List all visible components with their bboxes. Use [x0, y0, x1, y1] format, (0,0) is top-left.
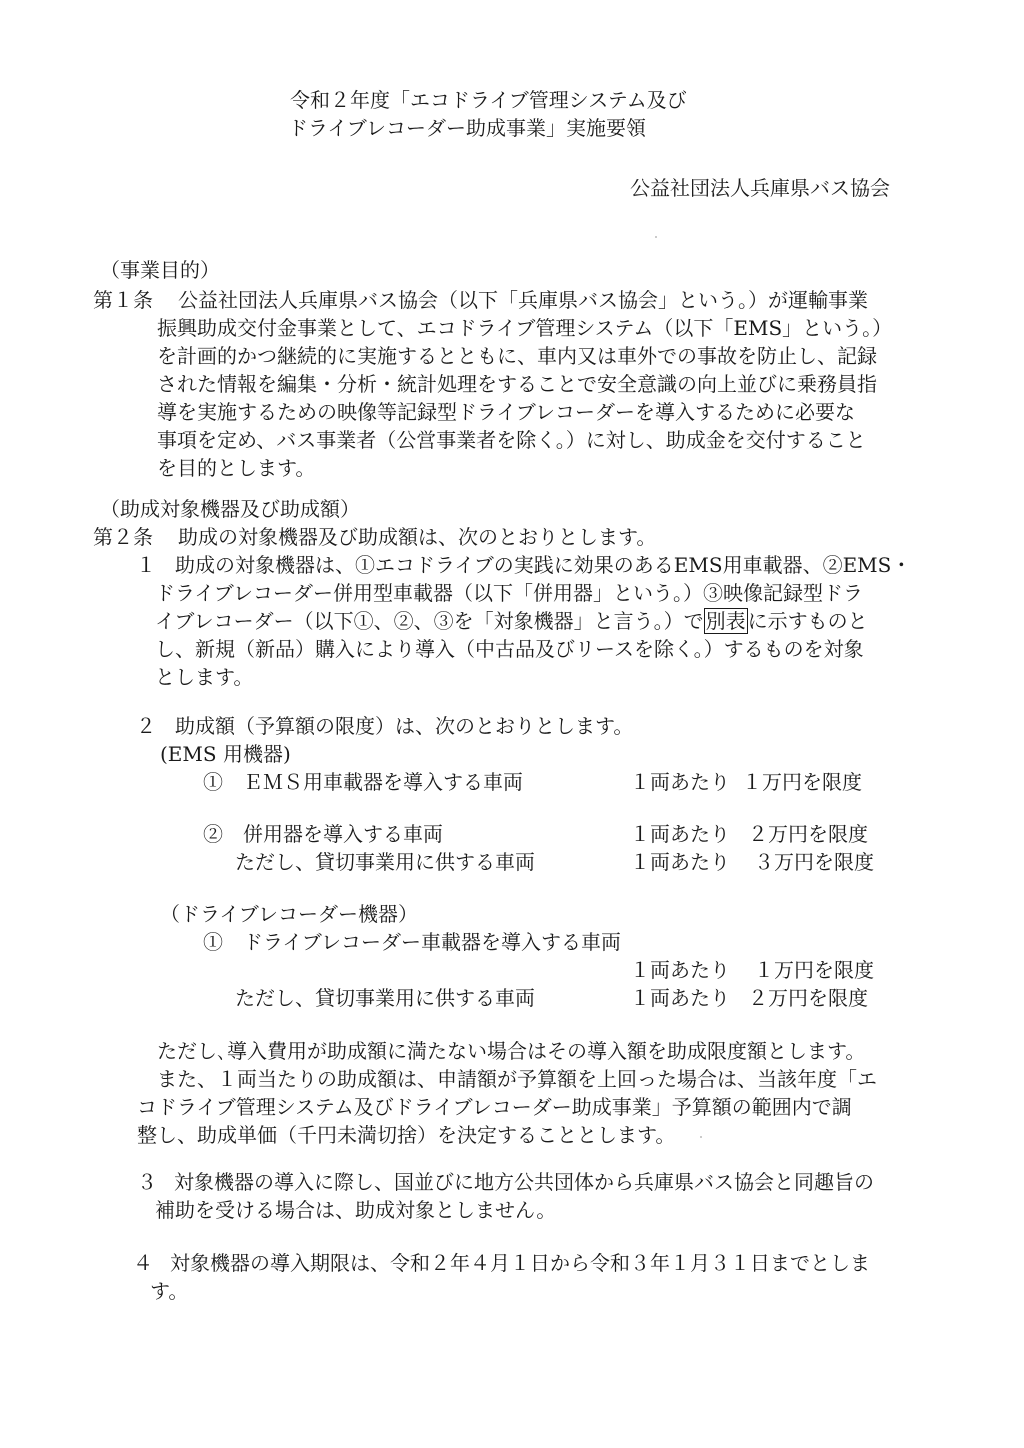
section2-article-number: 第２条 [93, 525, 153, 549]
dr-row-2-unit: １両あたり [630, 986, 730, 1010]
ems-row-2-unit: １両あたり [630, 822, 730, 846]
item4-number: ４ [133, 1251, 153, 1275]
appendix-table-reference: 別表 [705, 609, 746, 633]
section1-line-6: 事項を定め、バス事業者（公営事業者を除く。）に対し、助成金を交付すること [157, 428, 866, 452]
item1-line-3-tail: に示すものと [747, 609, 868, 633]
title-line-2: ドライブレコーダー助成事業」実施要領 [288, 116, 646, 140]
dr-row-2-label: ただし、貸切事業用に供する車両 [235, 986, 535, 1010]
title-line-1: 令和２年度「エコドライブ管理システム及び [290, 88, 687, 112]
scan-speck [700, 1136, 702, 1138]
ems-row-3-amount: ３万円を限度 [754, 850, 874, 874]
section1-article-number: 第１条 [93, 288, 153, 312]
item2-note-line-3: コドライブ管理システム及びドライブレコーダー助成事業」予算額の範囲内で調 [137, 1095, 852, 1119]
section2-intro: 助成の対象機器及び助成額は、次のとおりとします。 [178, 525, 657, 549]
item2-intro: 助成額（予算額の限度）は、次のとおりとします。 [175, 714, 634, 738]
drive-recorder-equipment-heading: （ドライブレコーダー機器） [160, 902, 418, 926]
item1-line-3-text: イブレコーダー（以下①、②、③を「対象機器」と言う。）で [155, 609, 704, 633]
item2-number: ２ [136, 714, 156, 738]
item1-line-5: とします。 [155, 665, 254, 689]
item1-line-2: ドライブレコーダー併用型車載器（以下「併用器」という。）③映像記録型ドラ [155, 581, 863, 605]
section1-line-2: 振興助成交付金事業として、エコドライブ管理システム（以下「EMS」という。） [157, 316, 893, 340]
section2-heading: （助成対象機器及び助成額） [100, 497, 360, 521]
section1-line-7: を目的とします。 [157, 456, 316, 480]
item4-line-1: 対象機器の導入期限は、令和２年４月１日から令和３年１月３１日までとしま [170, 1251, 870, 1275]
dr-row-2-amount: ２万円を限度 [748, 986, 868, 1010]
ems-row-3-label: ただし、貸切事業用に供する車両 [235, 850, 535, 874]
dr-row-1-unit: １両あたり [630, 958, 730, 982]
item2-note-line-4: 整し、助成単価（千円未満切捨）を決定することとします。 [137, 1123, 676, 1147]
ems-row-2-label: ② 併用器を導入する車両 [203, 822, 443, 846]
ems-row-1-unit: １両あたり [630, 770, 730, 794]
item1-number: １ [136, 553, 156, 577]
dr-row-1-label: ① ドライブレコーダー車載器を導入する車両 [203, 930, 621, 954]
item4-line-2: す。 [150, 1279, 189, 1303]
section1-line-1: 公益社団法人兵庫県バス協会（以下「兵庫県バス協会」という。）が運輸事業 [178, 288, 868, 312]
ems-row-2-amount: ２万円を限度 [748, 822, 868, 846]
item2-note-line-2: また、１両当たりの助成額は、申請額が予算額を上回った場合は、当該年度「エ [157, 1067, 877, 1091]
section1-line-5: 導を実施するための映像等記録型ドライブレコーダーを導入するために必要な [157, 400, 855, 424]
item3-number: ３ [137, 1170, 157, 1194]
ems-equipment-heading: (EMS 用機器) [160, 742, 291, 766]
item3-line-2: 補助を受ける場合は、助成対象としません。 [155, 1198, 557, 1222]
ems-row-1-label: ① ＥＭＳ用車載器を導入する車両 [203, 770, 523, 794]
section1-line-4: された情報を編集・分析・統計処理をすることで安全意識の向上並びに乗務員指 [157, 372, 877, 396]
scan-speck [655, 236, 657, 238]
ems-row-3-unit: １両あたり [630, 850, 730, 874]
organization-name: 公益社団法人兵庫県バス協会 [630, 176, 890, 200]
dr-row-1-amount: １万円を限度 [754, 958, 874, 982]
item1-line-1: 助成の対象機器は、①エコドライブの実践に効果のあるEMS用車載器、②EMS・ [175, 553, 912, 577]
item1-line-3 [155, 607, 868, 635]
item1-line-4: し、新規（新品）購入により導入（中古品及びリースを除く。）するものを対象 [155, 637, 864, 661]
item3-line-1: 対象機器の導入に際し、国並びに地方公共団体から兵庫県バス協会と同趣旨の [174, 1170, 874, 1194]
ems-row-1-amount: １万円を限度 [742, 770, 862, 794]
section1-line-3: を計画的かつ継続的に実施するとともに、車内又は車外での事故を防止し、記録 [157, 344, 877, 368]
section1-heading: （事業目的） [100, 258, 220, 282]
item2-note-line-1: ただし､導入費用が助成額に満たない場合はその導入額を助成限度額とします。 [157, 1039, 866, 1063]
